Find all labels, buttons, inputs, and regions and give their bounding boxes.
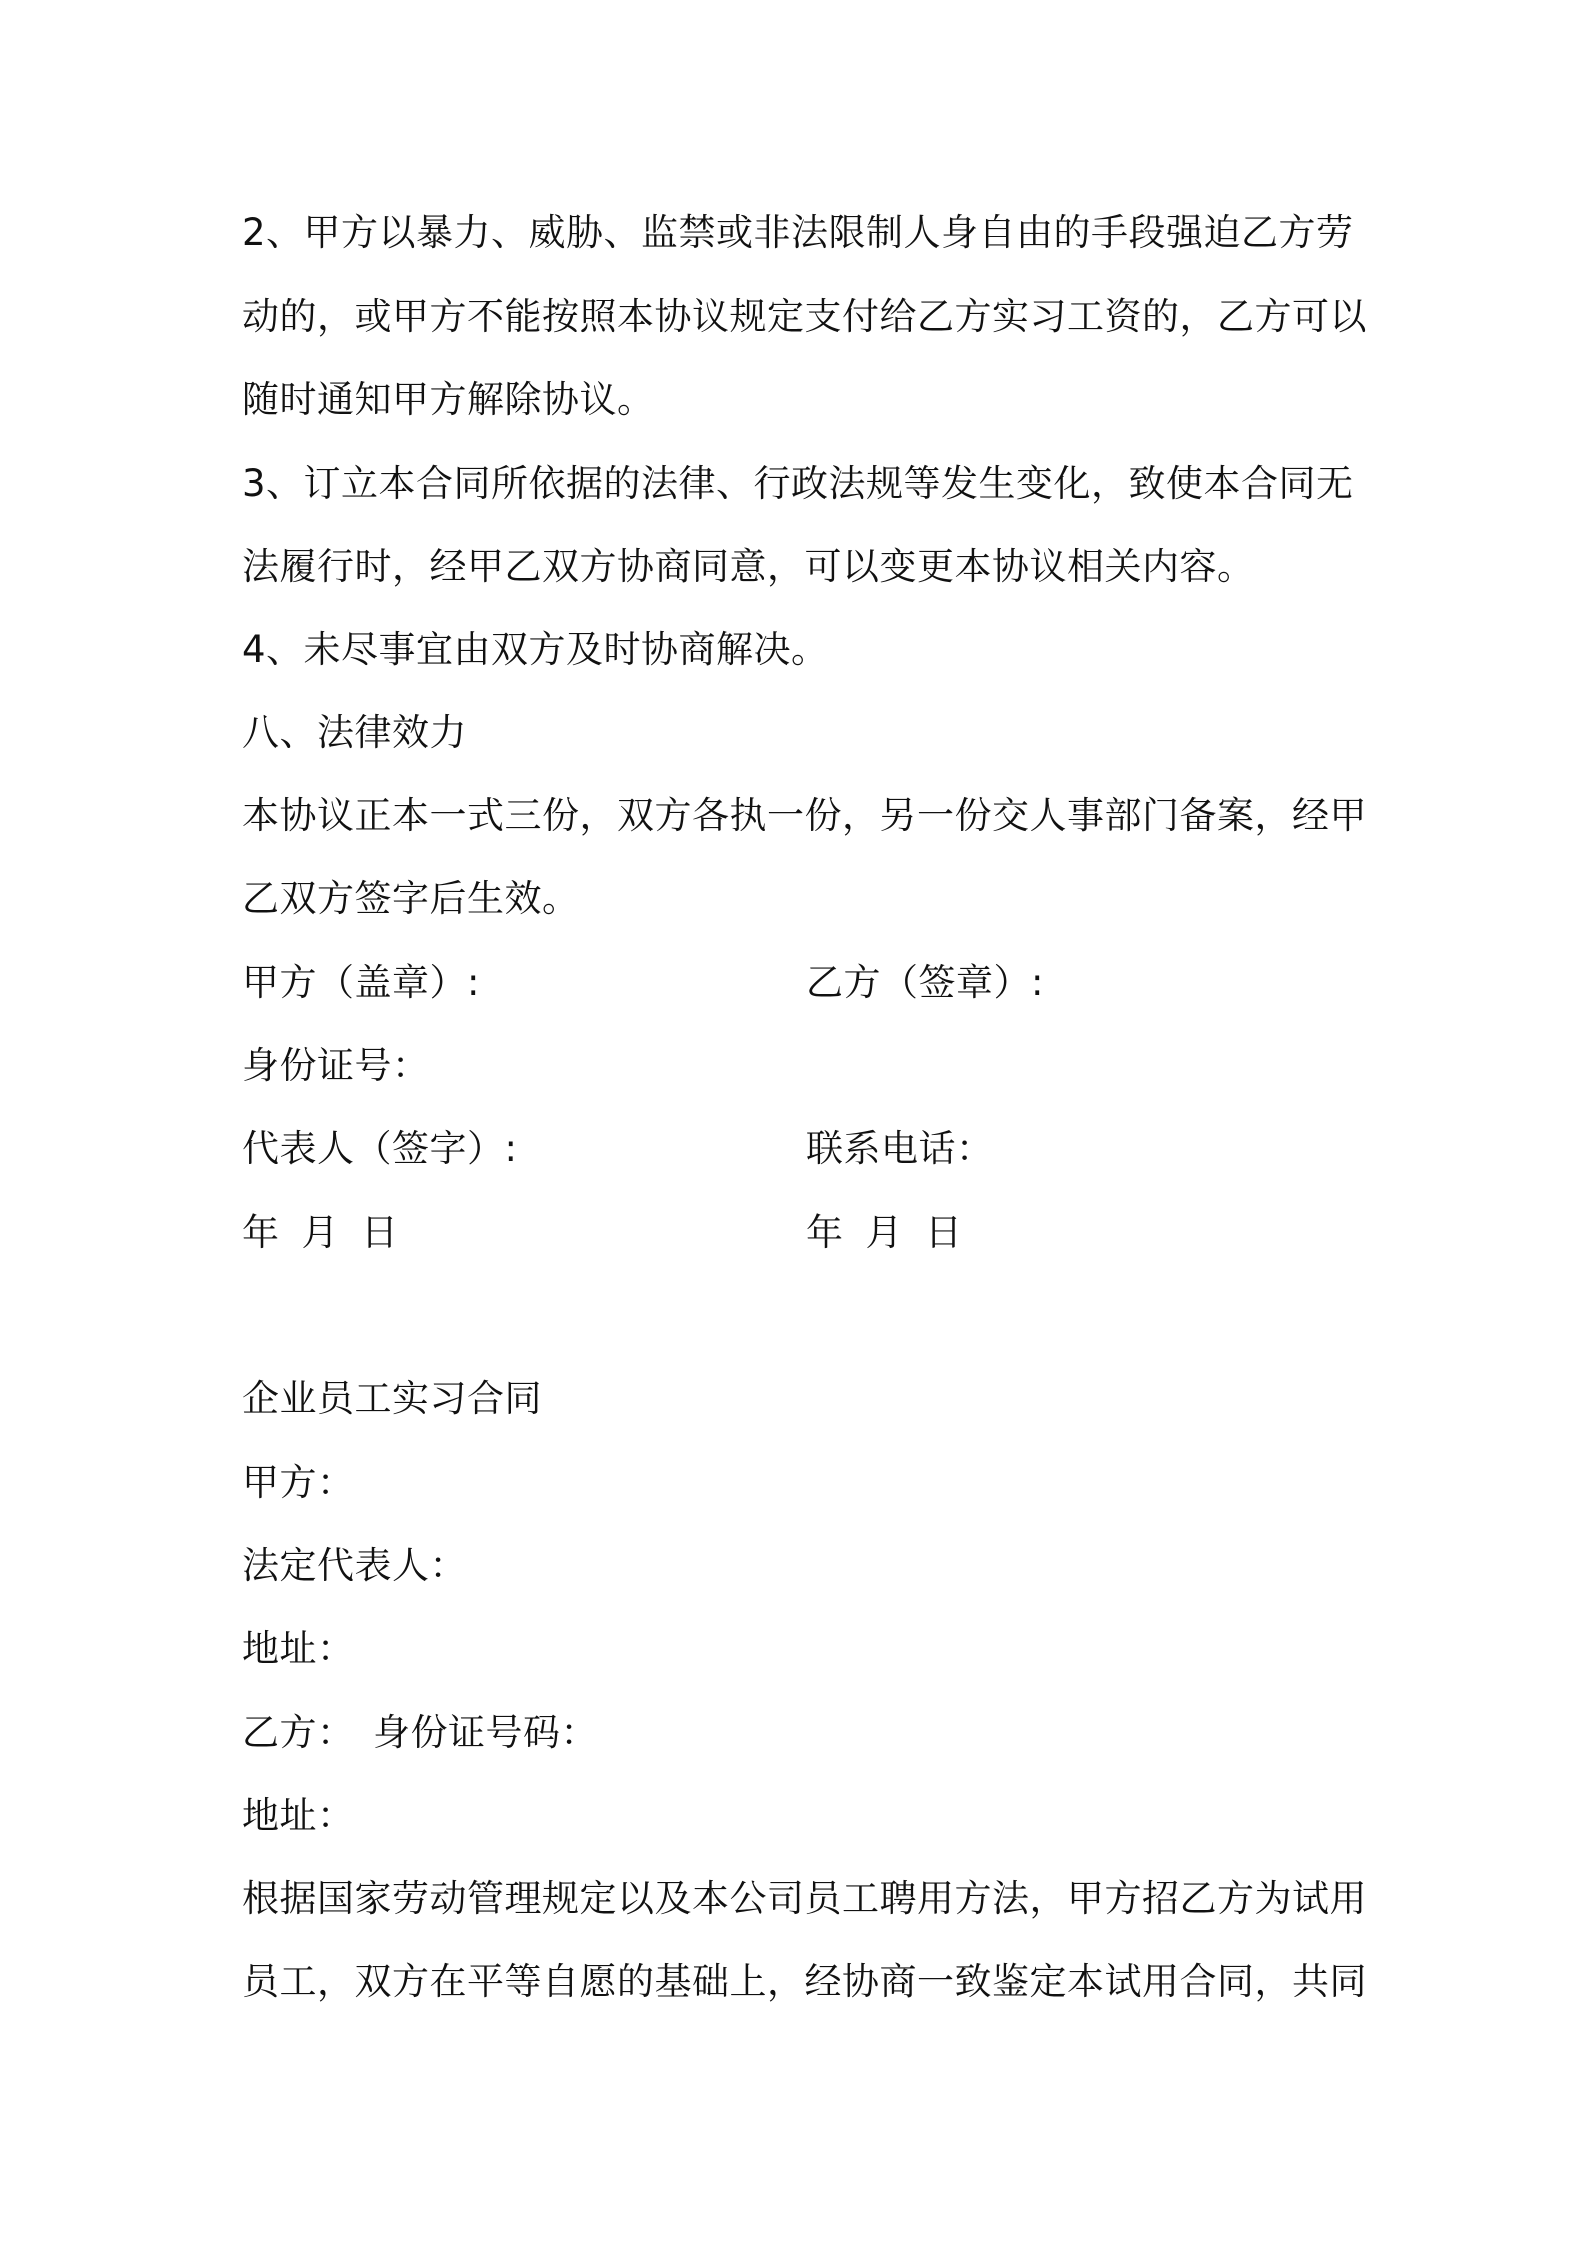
clause-8-heading: 八、法律效力 (242, 711, 467, 754)
intro-line-1: 根据国家劳动管理规定以及本公司员工聘用方法，甲方招乙方为试用 (242, 1877, 1367, 1920)
date-month: 月 (301, 1211, 339, 1254)
clause-7-item-4: 4、未尽事宜由双方及时协商解决。 (242, 628, 829, 671)
contract-title: 企业员工实习合同 (242, 1377, 542, 1420)
clause-7-item-2-line-1: 2、甲方以暴力、威胁、监禁或非法限制人身自由的手段强迫乙方劳 (242, 211, 1354, 254)
party-a-label: 甲方： (242, 1461, 355, 1504)
phone-label: 联系电话： (806, 1127, 994, 1170)
address-a-label: 地址： (242, 1627, 355, 1670)
clause-8-line-2: 乙双方签字后生效。 (242, 877, 580, 920)
clause-7-item-3-line-2: 法履行时，经甲乙双方协商同意，可以变更本协议相关内容。 (242, 545, 1255, 588)
legal-representative-label: 法定代表人： (242, 1544, 467, 1587)
date-day: 日 (361, 1211, 399, 1254)
address-b-label: 地址： (242, 1794, 355, 1837)
date-year: 年 (242, 1211, 280, 1254)
representative-label: 代表人（签字）: (242, 1127, 518, 1170)
date-line-party-b (806, 1211, 963, 1254)
id-number-label: 身份证号： (242, 1044, 430, 1087)
clause-7-item-2-line-3: 随时通知甲方解除协议。 (242, 378, 655, 421)
date-day: 日 (925, 1211, 963, 1254)
party-b-seal-label: 乙方（签章）: (806, 961, 1044, 1004)
clause-7-item-3-line-1: 3、订立本合同所依据的法律、行政法规等发生变化，致使本合同无 (242, 462, 1354, 505)
intro-line-2: 员工，双方在平等自愿的基础上，经协商一致鉴定本试用合同，共同 (242, 1960, 1367, 2003)
date-year: 年 (806, 1211, 844, 1254)
clause-8-line-1: 本协议正本一式三份，双方各执一份，另一份交人事部门备案，经甲 (242, 794, 1367, 837)
party-a-seal-label: 甲方（盖章）: (242, 961, 480, 1004)
date-month: 月 (865, 1211, 903, 1254)
id-code-label: 身份证号码： (373, 1711, 598, 1754)
party-b-label: 乙方： (242, 1711, 355, 1754)
clause-7-item-2-line-2: 动的，或甲方不能按照本协议规定支付给乙方实习工资的，乙方可以 (242, 295, 1367, 338)
date-line-party-a (242, 1211, 399, 1254)
